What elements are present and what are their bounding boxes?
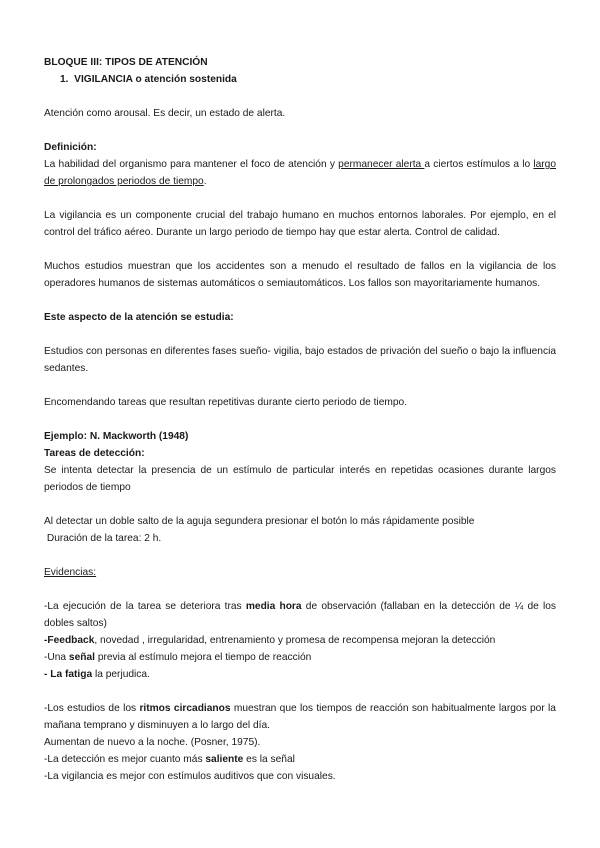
evidence-1-bold: media hora [245,601,302,612]
subsection-bold: VIGILANCIA [74,74,133,85]
evidence-5-text-c: muestran que los tiempos de reacción son habitualmente largos por la mañana temprano y disminuyen a lo largo del día. [44,703,556,731]
evidence-4-bold: - La fatiga [44,669,93,680]
evidence-item-5 [44,700,556,734]
evidence-4-text: la perjudica. [92,669,150,680]
aspect-title: Este aspecto de la atención se estudia: [44,312,234,323]
evidence-item-4 [44,666,556,683]
subsection-number: 1. [60,74,69,85]
aspect-paragraph-2: Encomendando tareas que resultan repetitivas durante cierto periodo de tiempo. [44,397,408,408]
task-line-1: Al detectar un doble salto de la aguja segundera presionar el botón lo más rápidamente posible [44,516,475,527]
vigilancia-paragraph: La vigilancia es un componente crucial del trabajo humano en muchos entornos laborales. Por ejemplo, en el control del tráfico aéreo. Durante un largo periodo de tiempo hay que estar alerta. Control de calidad. [44,210,556,238]
evidence-2-bold: -Feedback [44,635,95,646]
evidence-item-3 [44,649,556,666]
evidence-3-text-c: previa al estímulo mejora el tiempo de reacción [94,652,312,663]
evidence-3-text-a: -Una [44,652,69,663]
document-page [44,54,556,785]
example-title: Ejemplo: N. Mackworth (1948) [44,431,189,442]
evidence-7-bold: saliente [205,754,244,765]
definition-text-1: La habilidad del organismo para mantener el foco de atención y [44,159,339,170]
evidence-item-1 [44,598,556,632]
example-paragraph: Se intenta detectar la presencia de un estímulo de particular interés en repetidas ocasiones durante largos periodos de tiempo [44,465,556,493]
subsection-heading [44,71,556,88]
definition-underline-2: largo de prolongados periodos de tiempo [44,159,556,187]
evidence-1-text-c: de observación (fallaban en la detección de ¼ de los dobles saltos) [44,601,557,629]
evidence-2-text: , novedad , irregularidad, entrenamiento y promesa de recompensa mejoran la detección [94,635,496,646]
evidence-3-bold: señal [68,652,95,663]
definition-text-3: . [203,176,207,187]
subsection-rest: o atención sostenida [132,74,237,85]
evidence-7-text-c: es la señal [243,754,295,765]
task-line-2: Duración de la tarea: 2 h. [44,533,162,544]
evidence-5-text-a: -Los estudios de los [44,703,140,714]
evidence-item-7 [44,751,556,768]
definition-text-2: a ciertos estímulos a lo [424,159,534,170]
definition-underline-1: permanecer alerta [338,159,425,170]
evidence-item-2 [44,632,556,649]
evidence-7-text-a: -La detección es mejor cuanto más [44,754,206,765]
definition-title: Definición: [44,142,97,153]
evidence-title: Evidencias: [44,567,97,578]
definition-paragraph [44,156,556,190]
example-subtitle: Tareas de detección: [44,448,145,459]
estudios-paragraph: Muchos estudios muestran que los accidentes son a menudo el resultado de fallos en la vigilancia de los operadores humanos de sistemas automáticos o semiautomáticos. Los fallos son mayoritariamente humanos. [44,261,556,289]
section-heading: BLOQUE III: TIPOS DE ATENCIÓN [44,57,208,68]
evidence-5-bold: ritmos circadianos [139,703,231,714]
evidence-item-6: Aumentan de nuevo a la noche. (Posner, 1975). [44,737,261,748]
intro-paragraph: Atención como arousal. Es decir, un estado de alerta. [44,108,286,119]
aspect-paragraph-1: Estudios con personas en diferentes fases sueño- vigilia, bajo estados de privación del sueño o bajo la influencia sedantes. [44,346,556,374]
evidence-item-8: -La vigilancia es mejor con estímulos auditivos que con visuales. [44,771,336,782]
evidence-1-text-a: -La ejecución de la tarea se deteriora tras [44,601,246,612]
